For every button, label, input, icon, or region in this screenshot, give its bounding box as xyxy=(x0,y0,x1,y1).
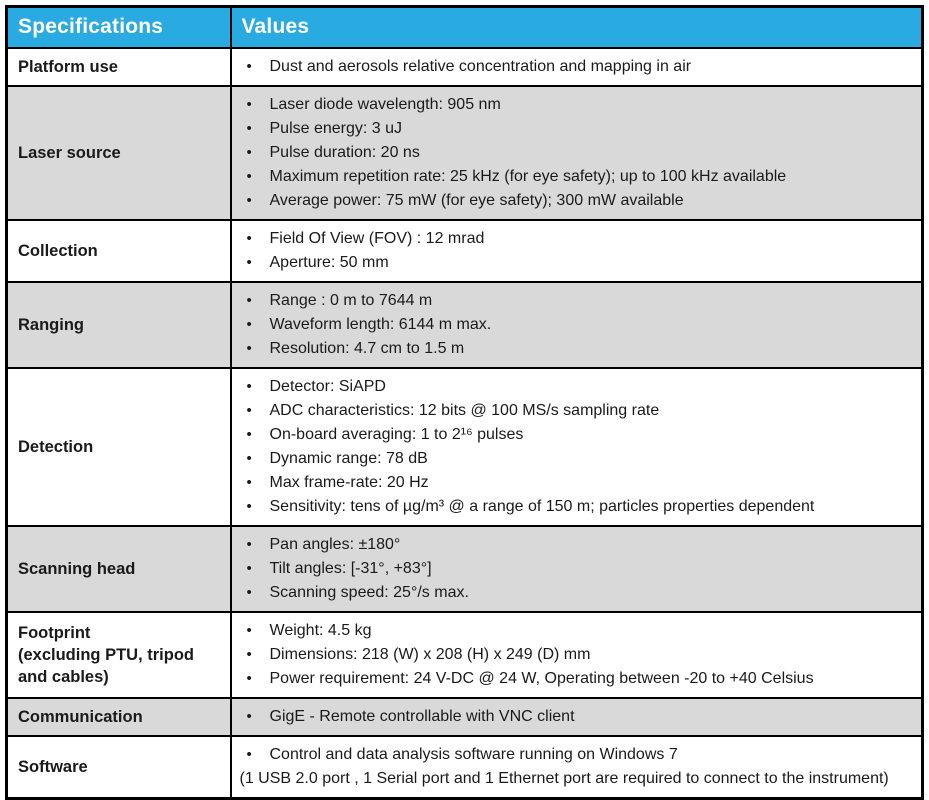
spec-name: Scanning head xyxy=(18,559,136,578)
value-bullet: • Waveform length: 6144 m max. xyxy=(240,313,912,337)
specifications-table xyxy=(5,5,924,800)
table-row xyxy=(7,282,923,368)
value-bullet: • Scanning speed: 25°/s max. xyxy=(240,581,912,605)
table-row xyxy=(7,220,923,282)
value-list xyxy=(240,619,912,691)
spec-cell xyxy=(7,736,231,799)
value-bullet: • Detector: SiAPD xyxy=(240,375,912,399)
spec-name: Communication xyxy=(18,707,143,726)
value-list xyxy=(240,93,912,213)
value-bullet: • Resolution: 4.7 cm to 1.5 m xyxy=(240,337,912,361)
values-cell xyxy=(231,526,923,612)
value-bullet: • GigE - Remote controllable with VNC client xyxy=(240,705,912,729)
value-bullet: • Weight: 4.5 kg xyxy=(240,619,912,643)
value-list xyxy=(240,705,912,729)
value-list xyxy=(240,289,912,361)
table-row xyxy=(7,736,923,799)
value-bullet: • Tilt angles: [-31°, +83°] xyxy=(240,557,912,581)
header-specifications: Specifications xyxy=(7,7,231,49)
value-bullet: • Dynamic range: 78 dB xyxy=(240,447,912,471)
spec-name: Collection xyxy=(18,241,98,260)
values-cell xyxy=(231,48,923,86)
value-list xyxy=(240,533,912,605)
values-cell xyxy=(231,220,923,282)
value-list xyxy=(240,743,912,767)
table-row xyxy=(7,698,923,736)
value-bullet: • On-board averaging: 1 to 2¹⁶ pulses xyxy=(240,423,912,447)
values-cell xyxy=(231,736,923,799)
spec-cell xyxy=(7,526,231,612)
values-cell xyxy=(231,612,923,698)
header-row xyxy=(7,7,923,49)
value-bullet: • Sensitivity: tens of µg/m³ @ a range of 150 m; particles properties dependent xyxy=(240,495,912,519)
spec-name: Ranging xyxy=(18,315,84,334)
value-bullet: • Range : 0 m to 7644 m xyxy=(240,289,912,313)
spec-cell xyxy=(7,612,231,698)
header-values: Values xyxy=(231,7,923,49)
value-bullet: • Aperture: 50 mm xyxy=(240,251,912,275)
value-bullet: • ADC characteristics: 12 bits @ 100 MS/s sampling rate xyxy=(240,399,912,423)
values-cell xyxy=(231,368,923,526)
value-bullet: • Laser diode wavelength: 905 nm xyxy=(240,93,912,117)
value-list xyxy=(240,375,912,519)
spec-cell xyxy=(7,368,231,526)
value-list xyxy=(240,227,912,275)
value-bullet: • Pulse duration: 20 ns xyxy=(240,141,912,165)
value-bullet: • Field Of View (FOV) : 12 mrad xyxy=(240,227,912,251)
spec-cell xyxy=(7,86,231,220)
value-bullet: • Dust and aerosols relative concentration and mapping in air xyxy=(240,55,912,79)
table-row xyxy=(7,612,923,698)
spec-name: Detection xyxy=(18,437,94,456)
table-row xyxy=(7,368,923,526)
spec-name: Laser source xyxy=(18,143,121,162)
values-cell xyxy=(231,698,923,736)
table-header xyxy=(7,7,923,49)
value-bullet: • Dimensions: 218 (W) x 208 (H) x 249 (D) mm xyxy=(240,643,912,667)
spec-cell xyxy=(7,282,231,368)
value-bullet: • Power requirement: 24 V-DC @ 24 W, Operating between -20 to +40 Celsius xyxy=(240,667,912,691)
table-row xyxy=(7,86,923,220)
spec-cell xyxy=(7,48,231,86)
value-list xyxy=(240,55,912,79)
value-bullet: • Control and data analysis software running on Windows 7 xyxy=(240,743,912,767)
value-bullet: • Max frame-rate: 20 Hz xyxy=(240,471,912,495)
spec-name-line2: (excluding PTU, tripod and cables) xyxy=(18,645,194,687)
value-bullet: • Average power: 75 mW (for eye safety); 300 mW available xyxy=(240,189,912,213)
spec-cell xyxy=(7,698,231,736)
spec-cell xyxy=(7,220,231,282)
table-row xyxy=(7,526,923,612)
spec-name: Software xyxy=(18,757,88,776)
spec-name: Footprint xyxy=(18,623,91,642)
table-row xyxy=(7,48,923,86)
values-cell xyxy=(231,282,923,368)
value-note: (1 USB 2.0 port , 1 Serial port and 1 Ethernet port are required to connect to the instrument) xyxy=(239,770,889,787)
spec-table-body xyxy=(7,48,923,799)
value-bullet: • Pan angles: ±180° xyxy=(240,533,912,557)
value-bullet: • Pulse energy: 3 uJ xyxy=(240,117,912,141)
values-cell xyxy=(231,86,923,220)
value-bullet: • Maximum repetition rate: 25 kHz (for eye safety); up to 100 kHz available xyxy=(240,165,912,189)
spec-name: Platform use xyxy=(18,57,118,76)
